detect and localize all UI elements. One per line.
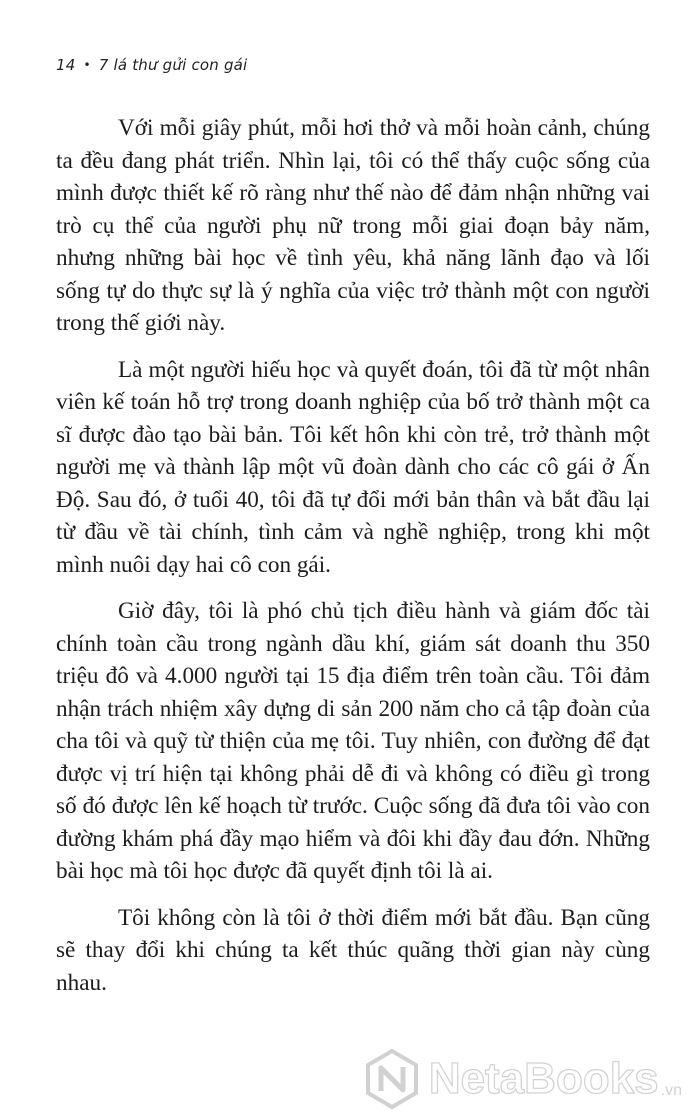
watermark-suffix: .vn bbox=[660, 1082, 682, 1099]
paragraph: Tôi không còn là tôi ở thời điểm mới bắt đầu. Bạn cũng sẽ thay đổi khi chúng ta kết thúc quãng thời gian này cùng nhau. bbox=[56, 904, 650, 996]
paragraph: Là một người hiếu học và quyết đoán, tôi đã từ một nhân viên kế toán hỗ trợ trong doanh nghiệp của bố trở thành một ca sĩ được đào tạo bài bản. Tôi kết hôn khi còn trẻ, trở thành một người mẹ và thành lập một vũ đoàn dành cho các cô gái ở Ấn Độ. Sau đó, ở tuổi 40, tôi đã tự đổi mới bản thân và bắt đầu lại từ đầu về tài chính, tình cảm và nghề nghiệp, trong khi một mình nuôi dạy hai cô con gái. bbox=[56, 356, 650, 578]
body-text bbox=[56, 112, 650, 1013]
book-title: 7 lá thư gửi con gái bbox=[98, 56, 248, 74]
watermark-brand: NetaBooks bbox=[428, 1054, 659, 1103]
paragraph: Giờ đây, tôi là phó chủ tịch điều hành và giám đốc tài chính toàn cầu trong ngành dầu khí, giám sát doanh thu 350 triệu đô và 4.000 người tại 15 địa điểm trên toàn cầu. Tôi đảm nhận trách nhiệm xây dựng di sản 200 năm cho cả tập đoàn của cha tôi và quỹ từ thiện của mẹ tôi. Tuy nhiên, con đường để đạt được vị trí hiện tại không phải dễ đi và không có điều gì trong số đó được lên kế hoạch từ trước. Cuộc sống đã đưa tôi vào con đường khám phá đầy mạo hiểm và đôi khi đầy đau đớn. Những bài học mà tôi học được đã quyết định tôi là ai. bbox=[56, 598, 650, 884]
watermark bbox=[361, 1048, 682, 1110]
page-number: 14 bbox=[56, 56, 76, 74]
header-separator: • bbox=[83, 58, 91, 72]
running-head bbox=[56, 56, 247, 74]
netabooks-logo-icon bbox=[361, 1048, 423, 1110]
paragraph: Với mỗi giây phút, mỗi hơi thở và mỗi hoàn cảnh, chúng ta đều đang phát triển. Nhìn lại, tôi có thể thấy cuộc sống của mình được thiết kế rõ ràng như thế nào để đảm nhận những vai trò cụ thể của người phụ nữ trong mỗi giai đoạn bảy năm, nhưng những bài học về tình yêu, khả năng lãnh đạo và lối sống tự do thực sự là ý nghĩa của việc trở thành một con người trong thế giới này. bbox=[56, 115, 650, 336]
